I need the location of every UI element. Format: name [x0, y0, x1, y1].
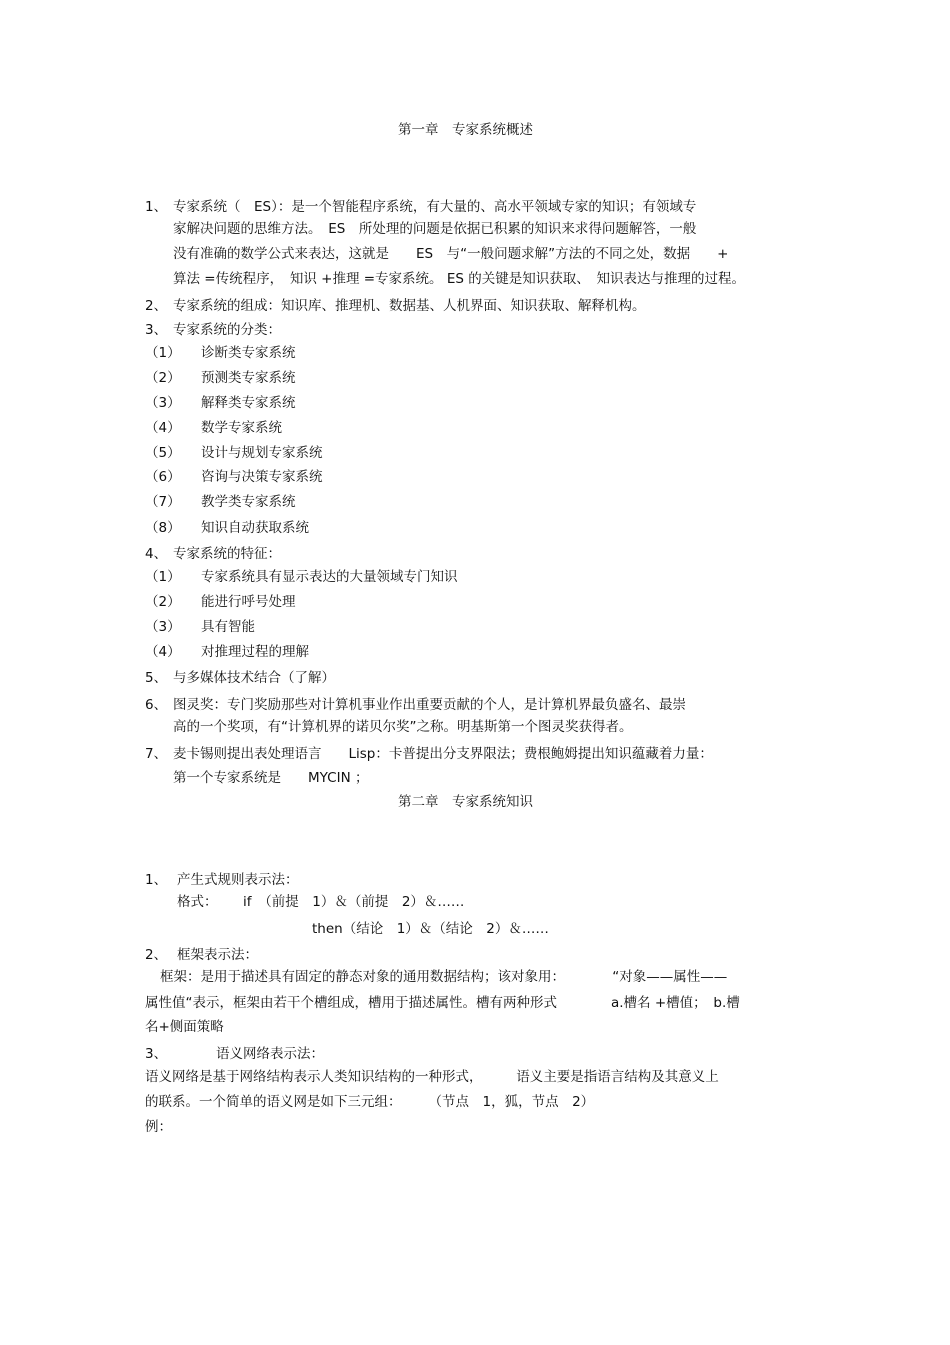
- list-item-index: （4）: [145, 644, 181, 660]
- ch2-section-3-number: 3、: [145, 1046, 168, 1062]
- list-item-index: （1）: [145, 569, 181, 585]
- section-1-number: 1、: [145, 199, 168, 215]
- list-item: 能进行呼号处理: [201, 594, 296, 610]
- list-item: 设计与规划专家系统: [201, 445, 323, 461]
- list-item-index: （3）: [145, 395, 181, 411]
- list-item-index: （6）: [145, 469, 181, 485]
- ch2-section-1-number: 1、: [145, 872, 168, 888]
- list-item: 具有智能: [201, 619, 255, 635]
- list-item: 数学专家系统: [201, 420, 282, 436]
- ch2-section-3-line-1: 语义网络是基于网络结构表示人类知识结构的一种形式， 语义主要是指语言结构及其意义上: [145, 1069, 719, 1085]
- section-1-line-1: 专家系统（ ES）：是一个智能程序系统，有大量的、高水平领域专家的知识；有领域专: [173, 199, 697, 215]
- ch2-section-2-line-3: 名+侧面策略: [145, 1019, 224, 1035]
- list-item: 预测类专家系统: [201, 370, 296, 386]
- list-item: 咨询与决策专家系统: [201, 469, 323, 485]
- chapter-1-title: 第一章 专家系统概述: [398, 122, 533, 138]
- section-1-line-2: 家解决问题的思维方法。 ES 所处理的问题是依据已积累的知识来求得问题解答，一般: [173, 221, 697, 237]
- format-then-clause: then（结论 1）＆（结论 2）＆……: [312, 921, 549, 937]
- section-6-line-2: 高的一个奖项，有“计算机界的诺贝尔奖”之称。明基斯第一个图灵奖获得者。: [173, 719, 633, 735]
- list-item-index: （4）: [145, 420, 181, 436]
- list-item-index: （8）: [145, 520, 181, 536]
- ch2-section-3-text: 语义网络表示法：: [216, 1046, 324, 1062]
- ch2-section-3-line-2: 的联系。一个简单的语义网是如下三元组： （节点 1，狐，节点 2）: [145, 1094, 595, 1110]
- list-item-index: （7）: [145, 494, 181, 510]
- list-item: 专家系统具有显示表达的大量领域专门知识: [201, 569, 458, 585]
- section-5-number: 5、: [145, 670, 168, 686]
- list-item-index: （2）: [145, 370, 181, 386]
- list-item-index: （2）: [145, 594, 181, 610]
- section-2-text: 专家系统的组成：知识库、推理机、数据基、人机界面、知识获取、解释机构。: [173, 298, 646, 314]
- format-label: 格式：: [177, 894, 218, 910]
- chapter-2-title: 第二章 专家系统知识: [398, 794, 533, 810]
- list-item: 知识自动获取系统: [201, 520, 309, 536]
- list-item: 诊断类专家系统: [201, 345, 296, 361]
- list-item: 解释类专家系统: [201, 395, 296, 411]
- section-1-line-3: 没有准确的数学公式来表达，这就是 ES 与“一般问题求解”方法的不同之处，数据 +: [173, 246, 729, 262]
- ch2-section-3-line-3: 例：: [145, 1119, 172, 1135]
- list-item: 对推理过程的理解: [201, 644, 309, 660]
- ch2-section-2-number: 2、: [145, 947, 168, 963]
- section-6-line-1: 图灵奖：专门奖励那些对计算机事业作出重要贡献的个人，是计算机界最负盛名、最崇: [173, 697, 686, 713]
- ch2-section-1-text: 产生式规则表示法：: [177, 872, 299, 888]
- section-7-line-1: 麦卡锡则提出表处理语言 Lisp：卡普提出分支界限法；费根鲍姆提出知识蕴藏着力量：: [173, 746, 713, 762]
- section-2-number: 2、: [145, 298, 168, 314]
- section-4-number: 4、: [145, 546, 168, 562]
- ch2-section-2-text: 框架表示法：: [177, 947, 258, 963]
- list-item-index: （3）: [145, 619, 181, 635]
- section-1-line-4: 算法 =传统程序， 知识 +推理 =专家系统。 ES 的关键是知识获取、 知识表达与推理的过程。: [173, 271, 745, 287]
- section-6-number: 6、: [145, 697, 168, 713]
- ch2-section-2-line-1: 框架：是用于描述具有固定的静态对象的通用数据结构；该对象用： “对象——属性——: [160, 969, 728, 985]
- section-7-line-2: 第一个专家系统是 MYCIN ；: [173, 770, 369, 786]
- section-4-text: 专家系统的特征：: [173, 546, 281, 562]
- format-if-clause: if （前提 1）＆（前提 2）＆……: [243, 894, 465, 910]
- section-7-number: 7、: [145, 746, 168, 762]
- list-item: 教学类专家系统: [201, 494, 296, 510]
- ch2-section-2-line-2: 属性值“表示，框架由若干个槽组成，槽用于描述属性。槽有两种形式 a.槽名 +槽值； b.槽: [145, 995, 740, 1011]
- section-5-text: 与多媒体技术结合（了解）: [173, 670, 335, 686]
- list-item-index: （1）: [145, 345, 181, 361]
- section-3-number: 3、: [145, 322, 168, 338]
- list-item-index: （5）: [145, 445, 181, 461]
- section-3-text: 专家系统的分类：: [173, 322, 281, 338]
